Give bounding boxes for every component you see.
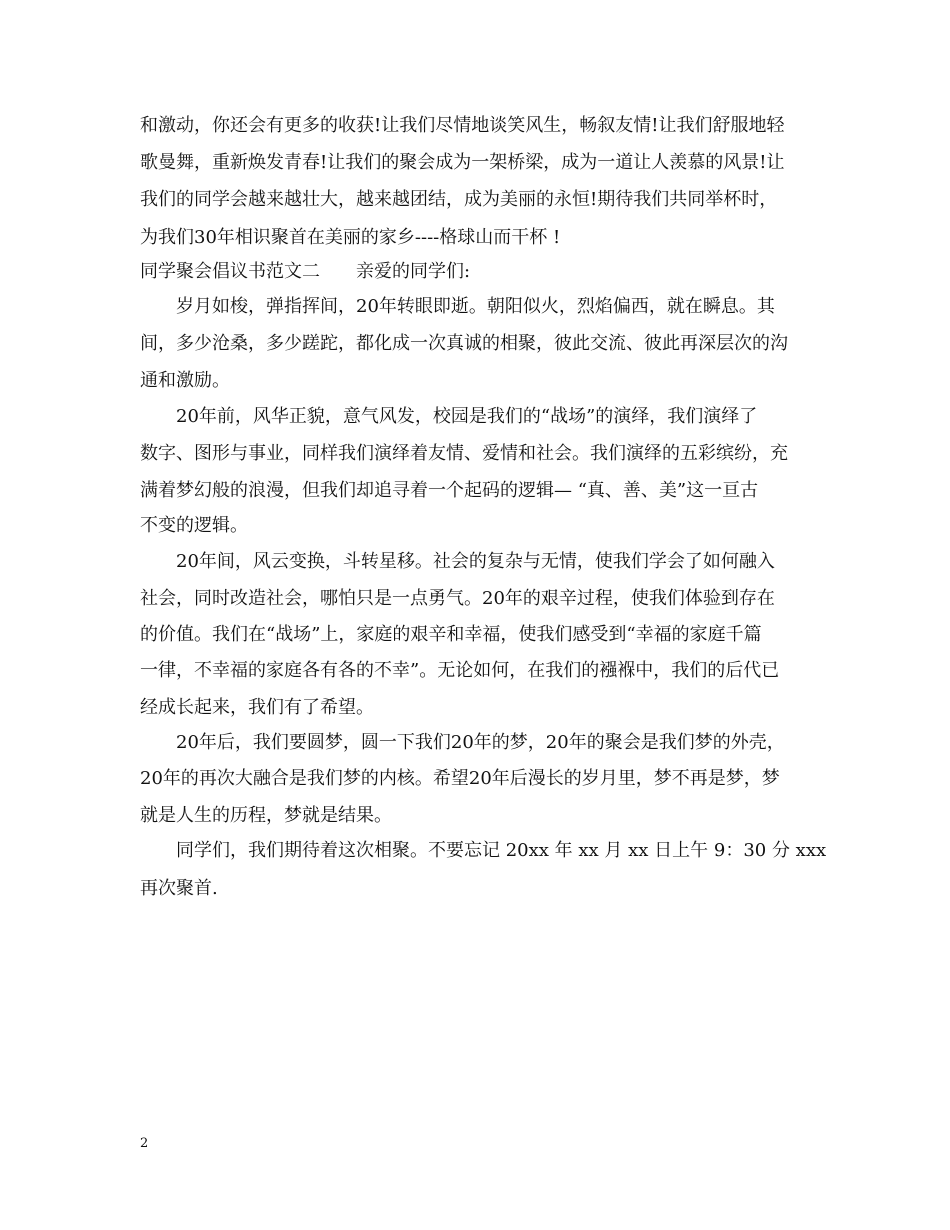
text-line: 歌曼舞，重新焕发青春!让我们的聚会成为一架桥梁，成为一道让人羡慕的风景!让	[140, 152, 785, 173]
page-number: 2	[140, 1136, 149, 1151]
section-heading: 同学聚会倡议书范文二 亲爱的同学们:	[140, 261, 471, 282]
text-line: 岁月如梭，弹指挥间，20年转眼即逝。朝阳似火，烈焰偏西，就在瞬息。其	[140, 296, 775, 317]
text-line: 我们的同学会越来越壮大，越来越团结，成为美丽的永恒!期待我们共同举杯时，	[140, 189, 778, 210]
text-line: 的价值。我们在“战场”上，家庭的艰辛和幸福，使我们感受到“幸福的家庭千篇	[140, 624, 762, 645]
text-line: 20年后，我们要圆梦，圆一下我们20年的梦，20年的聚会是我们梦的外壳，	[140, 732, 785, 753]
text-line: 就是人生的历程，梦就是结果。	[140, 805, 392, 826]
text-line: 间，多少沧桑，多少蹉跎，都化成一次真诚的相聚，彼此交流、彼此再深层次的沟	[140, 333, 788, 354]
text-line: 不变的逻辑。	[140, 515, 248, 536]
text-line: 和激动，你还会有更多的收获!让我们尽情地谈笑风生，畅叙友情!让我们舒服地轻	[140, 115, 785, 136]
text-line: 同学们，我们期待着这次相聚。不要忘记 20xx 年 xx 月 xx 日上午 9：30 分 xxx	[140, 840, 827, 861]
text-line: 为我们30年相识聚首在美丽的家乡----格球山而干杯 !	[140, 227, 561, 248]
text-line: 20年间，风云变换，斗转星移。社会的复杂与无情，使我们学会了如何融入	[140, 551, 775, 572]
text-line: 20年的再次大融合是我们梦的内核。希望20年后漫长的岁月里，梦不再是梦，梦	[140, 768, 780, 789]
text-line: 通和激励。	[140, 370, 230, 391]
text-line: 数字、图形与事业，同样我们演绎着友情、爱情和社会。我们演绎的五彩缤纷，充	[140, 443, 788, 464]
text-line: 社会，同时改造社会，哪怕只是一点勇气。20年的艰辛过程，使我们体验到存在	[140, 588, 775, 609]
text-line: 一律，不幸福的家庭各有各的不幸”。无论如何，在我们的襁褓中，我们的后代已	[140, 660, 780, 681]
text-line: 20年前，风华正貌，意气风发，校园是我们的“战场”的演绎，我们演绎了	[140, 406, 758, 427]
text-line: 满着梦幻般的浪漫，但我们却追寻着一个起码的逻辑— “真、善、美”这一亘古	[140, 480, 759, 501]
text-line: 经成长起来，我们有了希望。	[140, 697, 374, 718]
text-line: 再次聚首.	[140, 878, 218, 899]
